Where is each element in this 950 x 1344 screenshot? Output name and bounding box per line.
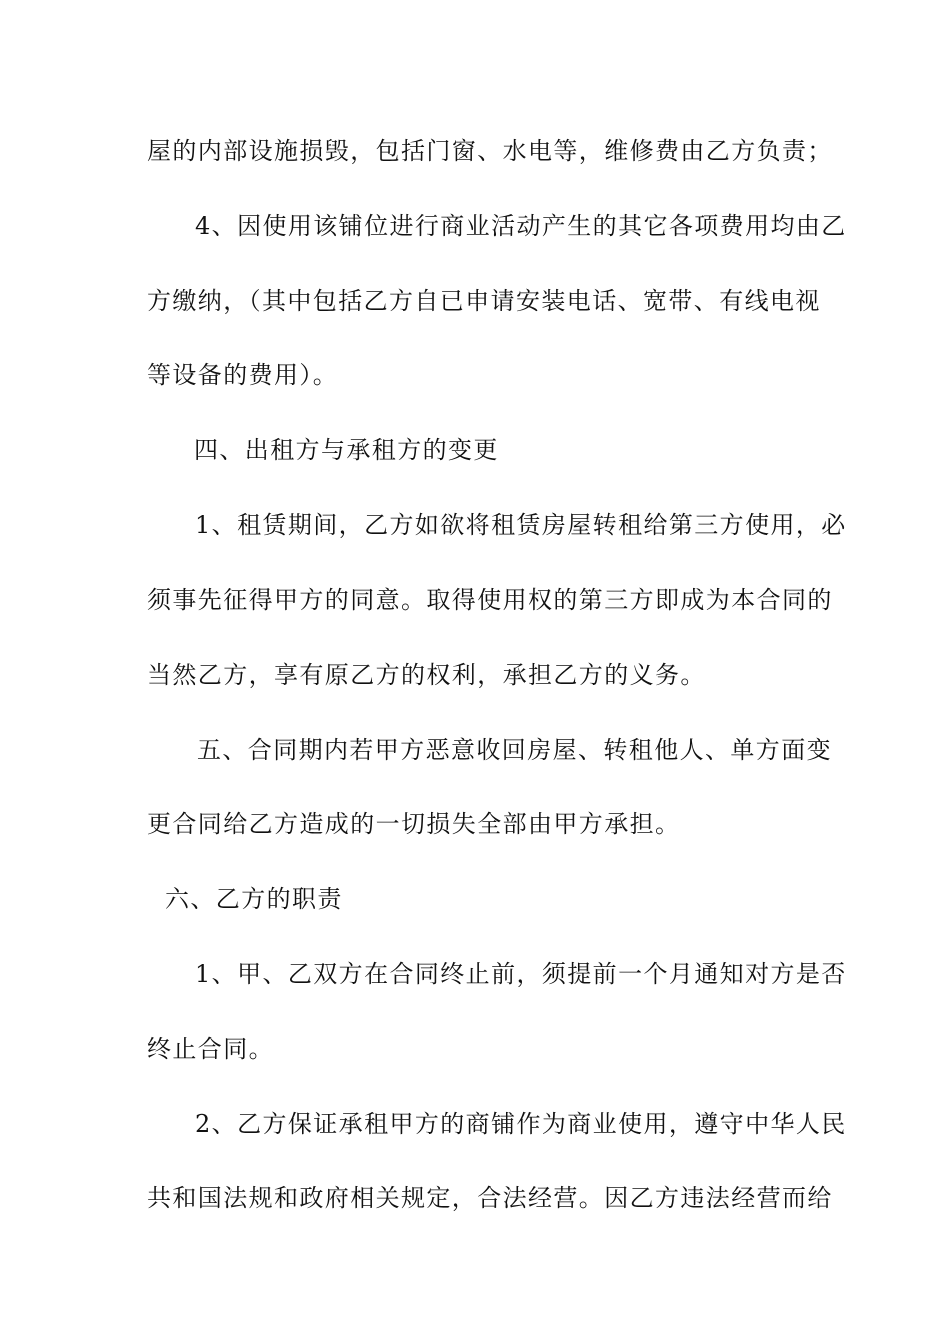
text-line: 方缴纳，（其中包括乙方自已申请安装电话、宽带、有线电视 xyxy=(147,287,821,315)
text-line: 等设备的费用）。 xyxy=(147,361,339,389)
text-line: 须事先征得甲方的同意。取得使用权的第三方即成为本合同的 xyxy=(147,586,833,614)
section-heading: 五、合同期内若甲方恶意收回房屋、转租他人、单方面变 xyxy=(197,736,832,764)
text-line: 2、乙方保证承租甲方的商铺作为商业使用，遵守中华人民 xyxy=(195,1110,847,1138)
text-line: 共和国法规和政府相关规定，合法经营。因乙方违法经营而给 xyxy=(147,1184,833,1212)
text-line: 更合同给乙方造成的一切损失全部由甲方承担。 xyxy=(147,810,681,838)
text-line: 1、租赁期间，乙方如欲将租赁房屋转租给第三方使用，必 xyxy=(195,511,847,539)
text-line: 终止合同。 xyxy=(147,1035,274,1063)
text-line: 1、甲、乙双方在合同终止前，须提前一个月通知对方是否 xyxy=(195,960,847,988)
text-line: 4、因使用该铺位进行商业活动产生的其它各项费用均由乙 xyxy=(195,212,847,240)
text-line: 屋的内部设施损毁，包括门窗、水电等，维修费由乙方负责； xyxy=(147,137,833,165)
section-heading: 四、出租方与承租方的变更 xyxy=(194,436,499,464)
section-heading: 六、乙方的职责 xyxy=(165,885,343,913)
text-line: 当然乙方，享有原乙方的权利，承担乙方的义务。 xyxy=(147,661,706,689)
